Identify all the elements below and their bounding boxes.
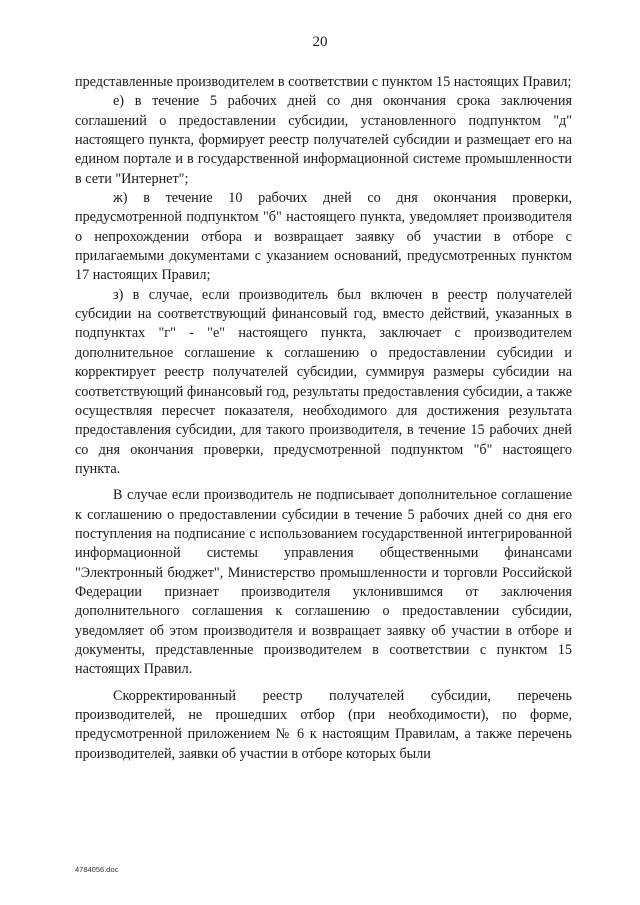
paragraph-continuation: представленные производителем в соответствии с пунктом 15 настоящих Правил; — [75, 74, 572, 90]
page-number: 20 — [312, 34, 328, 50]
paragraph-item-e: е) в течение 5 рабочих дней со дня окончания срока заключения соглашений о предоставлении субсидии, установленного подпунктом "д" настоящего пункта, формирует реестр получателей субсидии и размещает его на едином портале и в государственной информационной системе промышленности в сети "Интернет"; — [75, 93, 572, 187]
document-file-id: 4784056.doc — [75, 865, 119, 874]
paragraph-refusal-case: В случае если производитель не подписывает дополнительное соглашение к соглашению о предоставлении субсидии в течение 5 рабочих дней со дня его поступления на подписание с использованием государственной интегрированной информационной системы управления общественными финансами "Электронный бюджет", Министерство промышленности и торговли Российской Федерации признает производителя уклонившимся от заключения дополнительного соглашения к соглашению о предоставлении субсидии, уведомляет об этом производителя и возвращает заявку об участии в отборе и документы, представленные производителем в соответствии с пунктом 15 настоящих Правил. — [75, 487, 572, 678]
paragraph-item-zh: ж) в течение 10 рабочих дней со дня окончания проверки, предусмотренной подпунктом "б" настоящего пункта, уведомляет производителя о непрохождении отбора и возвращает заявку об участии в отборе с прилагаемыми документами с указанием оснований, предусмотренных пунктом 17 настоящих Правил; — [75, 190, 572, 284]
paragraph-item-z: з) в случае, если производитель был включен в реестр получателей субсидии на соответствующий финансовый год, вместо действий, указанных в подпунктах "г" - "е" настоящего пункта, заключает с производителем дополнительное соглашение к соглашению о предоставлении субсидии и корректирует реестр получателей субсидии, суммируя размеры субсидии на соответствующий финансовый год, результаты предоставления субсидии, а также осуществляя пересчет показателя, необходимого для достижения результата предоставления субсидии, для такого производителя, в течение 15 рабочих дней со дня окончания проверки, предусмотренной подпунктом "б" настоящего пункта. — [75, 286, 572, 477]
paragraph-corrected-registry: Скорректированный реестр получателей субсидии, перечень производителей, не прошедших отбор (при необходимости), по форме, предусмотренной приложением № 6 к настоящим Правилам, а также перечень производителей, заявки об участии в отборе которых были — [75, 687, 572, 762]
document-body — [75, 73, 572, 764]
